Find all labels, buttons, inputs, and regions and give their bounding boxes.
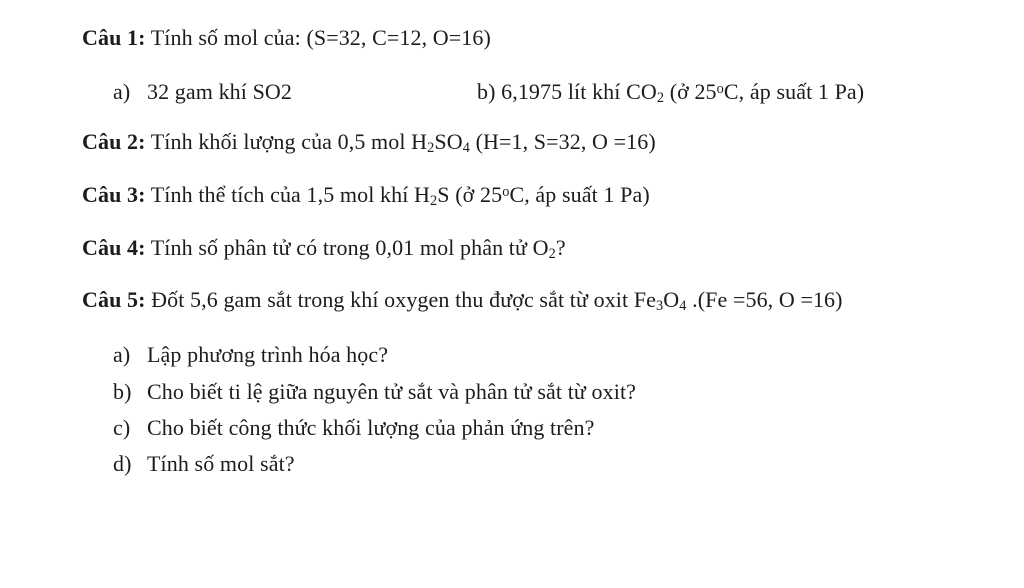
question-1-item-a: a) 32 gam khí SO2 bbox=[113, 79, 293, 104]
question-5-item-b: b) Cho biết ti lệ giữa nguyên tử sắt và phân tử sắt từ oxit? bbox=[113, 379, 637, 404]
question-5-item-c: c) Cho biết công thức khối lượng của phản ứng trên? bbox=[113, 415, 595, 440]
question-2: Câu 2: Tính khối lượng của 0,5 mol $H_2SO_4$ (H=1, S=32, O =16) bbox=[82, 129, 656, 157]
question-1: Câu 1: Tính số mol của: (S=32, C=12, O=16) bbox=[82, 25, 491, 50]
question-4: Câu 4: Tính số phân tử có trong 0,01 mol phân tử $O_2$? bbox=[82, 235, 566, 263]
question-5-item-d: d) Tính số mol sắt? bbox=[113, 451, 295, 476]
question-5-item-a: a) Lập phương trình hóa học? bbox=[113, 342, 389, 367]
question-3: Câu 3: Tính thể tích của 1,5 mol khí $H_2S$ (ở 25$^o$C, áp suất 1 Pa) bbox=[82, 182, 650, 210]
question-5: Câu 5: Đốt 5,6 gam sắt trong khí oxygen thu được sắt từ oxit $Fe_3O_4$ .(Fe =56, O =16) bbox=[82, 287, 843, 315]
question-1-item-b: b) 6,1975 lít khí $CO_2$ (ở 25$^o$C, áp suất 1 Pa) bbox=[477, 79, 865, 107]
